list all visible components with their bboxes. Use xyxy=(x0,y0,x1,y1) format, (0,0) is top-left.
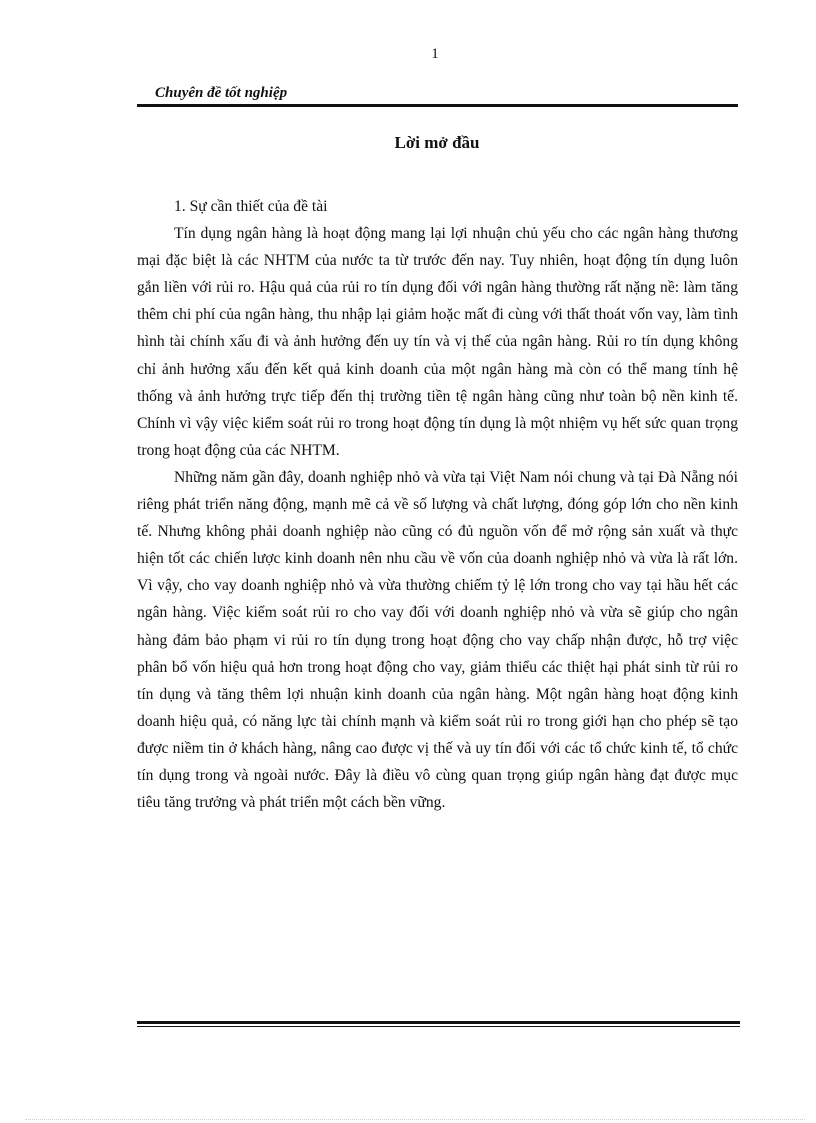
paragraph-1: Tín dụng ngân hàng là hoạt động mang lại lợi nhuận chủ yếu cho các ngân hàng thương mại đặc biệt là các NHTM của nước ta từ trước đến nay. Tuy nhiên, hoạt động tín dụng luôn gắn liền với rủi ro. Hậu quả của rủi ro tín dụng đối với ngân hàng thường rất nặng nề: làm tăng thêm chi phí của ngân hàng, thu nhập lại giảm hoặc mất đi cùng với thất thoát vốn vay, làm tình hình tài chính xấu đi và ảnh hưởng đến uy tín và vị thế của ngân hàng. Rủi ro tín dụng không chỉ ảnh hưởng xấu đến kết quả kinh doanh của một ngân hàng mà còn có thể mang tính hệ thống và ảnh hưởng trực tiếp đến thị trường tiền tệ ngân hàng cũng như toàn bộ nền kinh tế. Chính vì vậy việc kiểm soát rủi ro trong hoạt động tín dụng là một nhiệm vụ hết sức quan trọng trong hoạt động của các NHTM. xyxy=(137,225,738,459)
page-number: 1 xyxy=(431,46,439,62)
body-text xyxy=(137,193,738,816)
footer-rule-thin xyxy=(137,1026,740,1027)
page-edge-dotted-line xyxy=(25,1119,805,1120)
running-header: Chuyên đề tốt nghiệp xyxy=(155,85,288,101)
footer-rule-thick xyxy=(137,1021,740,1024)
header-rule xyxy=(137,104,738,107)
section-title: Lời mở đầu xyxy=(394,133,480,152)
paragraph-2: Những năm gần đây, doanh nghiệp nhỏ và vừa tại Việt Nam nói chung và tại Đà Nẵng nói riêng phát triển năng động, mạnh mẽ cả về số lượng và chất lượng, đóng góp lớn cho nền kinh tế. Nhưng không phải doanh nghiệp nào cũng có đủ nguồn vốn để mở rộng sản xuất và thực hiện tốt các chiến lược kinh doanh nên nhu cầu về vốn của doanh nghiệp nhỏ và vừa là rất lớn. Vì vậy, cho vay doanh nghiệp nhỏ và vừa thường chiếm tỷ lệ lớn trong cho vay tại hầu hết các ngân hàng. Việc kiểm soát rủi ro cho vay đối với doanh nghiệp nhỏ và vừa sẽ giúp cho ngân hàng đảm bảo phạm vi rủi ro tín dụng trong hoạt động cho vay chấp nhận được, hỗ trợ việc phân bổ vốn hiệu quả hơn trong hoạt động cho vay, giảm thiểu các thiệt hại phát sinh từ rủi ro tín dụng và tăng thêm lợi nhuận kinh doanh của ngân hàng. Một ngân hàng hoạt động kinh doanh hiệu quả, có năng lực tài chính mạnh và kiểm soát rủi ro trong giới hạn cho phép sẽ tạo được niềm tin ở khách hàng, nâng cao được vị thế và uy tín đối với các tổ chức kinh tế, tổ chức tín dụng trong và ngoài nước. Đây là điều vô cùng quan trọng giúp ngân hàng đạt được mục tiêu tăng trưởng và phát triển một cách bền vững. xyxy=(137,468,738,812)
section-heading: 1. Sự cần thiết của đề tài xyxy=(174,198,328,215)
